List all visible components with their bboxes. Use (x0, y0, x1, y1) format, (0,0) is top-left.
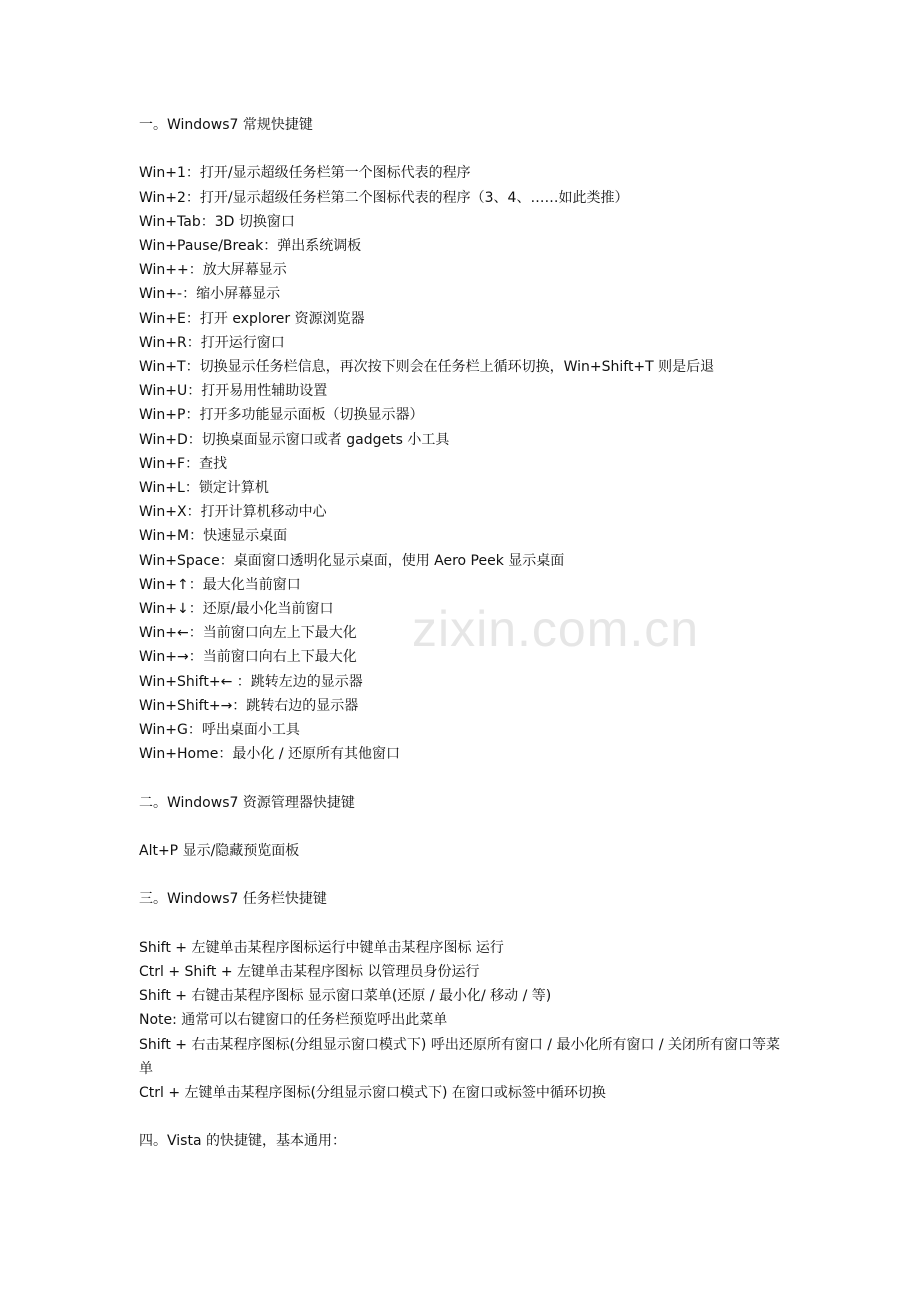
shortcut-line: Win++：放大屏幕显示 (139, 262, 287, 279)
watermark: zixin.com.cn (412, 601, 700, 657)
section-heading: 二。Windows7 资源管理器快捷键 (139, 794, 355, 811)
shortcut-line: Win+Pause/Break：弹出系统调板 (139, 238, 362, 254)
shortcut-list-windows7 (139, 161, 789, 766)
shortcut-line: Shift + 右击某程序图标(分组显示窗口模式下) 呼出还原所有窗口 / 最小化所有窗口 / 关闭所有窗口等菜单 (139, 1036, 781, 1077)
section-heading: 一。Windows7 常规快捷键 (139, 117, 313, 133)
shortcut-line: Win+Home：最小化 / 还原所有其他窗口 (139, 746, 400, 763)
shortcut-line: Win+D：切换桌面显示窗口或者 gadgets 小工具 (139, 431, 450, 448)
shortcut-line: Win+↑：最大化当前窗口 (139, 576, 301, 593)
shortcut-line: Win+Shift+→：跳转右边的显示器 (139, 697, 359, 714)
shortcut-line: Win+U：打开易用性辅助设置 (139, 383, 328, 400)
shortcut-line: Ctrl + 左键单击某程序图标(分组显示窗口模式下) 在窗口或标签中循环切换 (139, 1085, 606, 1102)
document-body (139, 113, 789, 1154)
shortcut-line: Win+2：打开/显示超级任务栏第二个图标代表的程序（3、4、……如此类推） (139, 189, 629, 206)
shortcut-line: Win+M：快速显示桌面 (139, 528, 288, 545)
spacer (139, 815, 789, 839)
shortcut-line: Win+F：查找 (139, 455, 228, 472)
spacer (139, 1105, 789, 1129)
shortcut-line: Note: 通常可以右键窗口的任务栏预览呼出此菜单 (139, 1012, 448, 1029)
shortcut-line: Win+1：打开/显示超级任务栏第一个图标代表的程序 (139, 165, 471, 182)
shortcut-line: Win+↓：还原/最小化当前窗口 (139, 601, 334, 618)
spacer (139, 766, 789, 790)
shortcut-line: Win+E：打开 explorer 资源浏览器 (139, 310, 365, 327)
shortcut-line: Win+P：打开多功能显示面板（切换显示器） (139, 407, 424, 424)
spacer (139, 137, 789, 161)
shortcut-line: Alt+P 显示/隐藏预览面板 (139, 843, 300, 860)
shortcut-line: Win+Shift+← ：跳转左边的显示器 (139, 673, 363, 690)
section-heading: 四。Vista 的快捷键，基本通用： (139, 1133, 346, 1150)
spacer (139, 912, 789, 936)
shortcut-line: Ctrl + Shift + 左键单击某程序图标 以管理员身份运行 (139, 964, 480, 981)
shortcut-line: Win+G：呼出桌面小工具 (139, 722, 300, 739)
spacer (139, 863, 789, 887)
shortcut-line: Shift + 左键单击某程序图标运行中键单击某程序图标 运行 (139, 939, 504, 956)
shortcut-line: Win+Tab：3D 切换窗口 (139, 213, 295, 230)
shortcut-line: Win+X：打开计算机移动中心 (139, 504, 327, 521)
shortcut-line: Win+→：当前窗口向右上下最大化 (139, 649, 357, 666)
shortcut-line: Shift + 右键击某程序图标 显示窗口菜单(还原 / 最小化/ 移动 / 等) (139, 988, 552, 1005)
shortcut-line: Win+-：缩小屏幕显示 (139, 286, 281, 303)
shortcut-line: Win+R：打开运行窗口 (139, 334, 285, 351)
shortcut-list-taskbar (139, 936, 789, 1105)
shortcut-line: Win+L：锁定计算机 (139, 480, 269, 497)
shortcut-line: Win+Space：桌面窗口透明化显示桌面，使用 Aero Peek 显示桌面 (139, 552, 565, 569)
shortcut-line: Win+T：切换显示任务栏信息，再次按下则会在任务栏上循环切换，Win+Shift+T 则是后退 (139, 359, 715, 376)
section-heading: 三。Windows7 任务栏快捷键 (139, 891, 327, 908)
shortcut-line: Win+←：当前窗口向左上下最大化 (139, 625, 357, 642)
